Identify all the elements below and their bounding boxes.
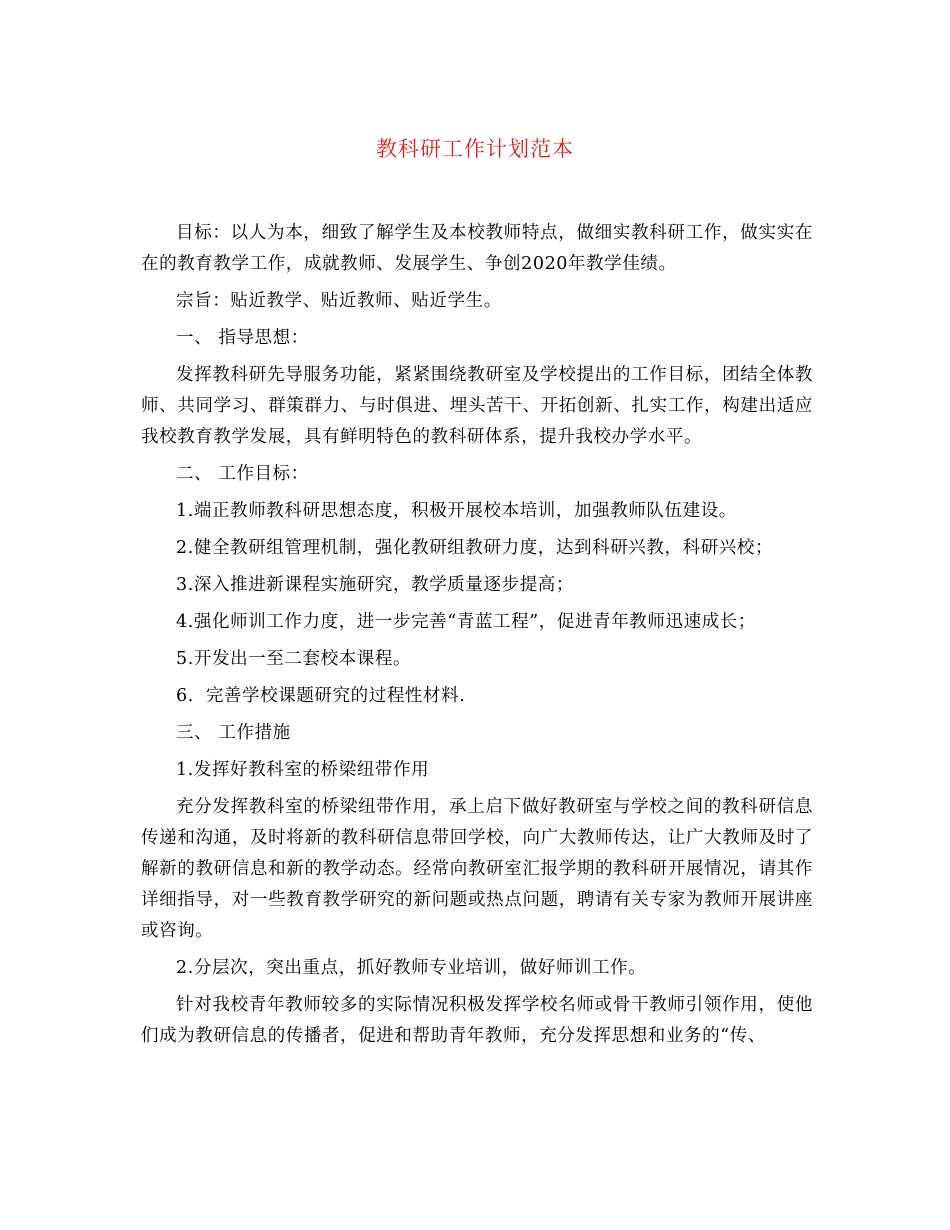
document-title: 教科研工作计划范本 — [376, 137, 574, 161]
list-item-goal-1: 1.端正教师教科研思想态度，积极开展校本培训，加强教师队伍建设。 — [176, 501, 737, 521]
paragraph-measure-2: 针对我校青年教师较多的实际情况积极发挥学校名师或骨干教师引领作用，使他们成为教研信息的传播者，促进和帮助青年教师，充分发挥思想和业务的“传、 — [141, 995, 813, 1046]
paragraph-purpose: 宗旨：贴近教学、贴近教师、贴近学生。 — [176, 291, 502, 311]
heading-guiding-thought: 一、 指导思想： — [176, 328, 309, 348]
paragraph-goal: 目标：以人为本，细致了解学生及本校教师特点，做细实教科研工作，做实实在在的教育教学工作，成就教师、发展学生、争创2020年教学佳绩。 — [141, 223, 813, 274]
document-body — [141, 218, 813, 1058]
list-item-goal-6: 6．完善学校课题研究的过程性材料. — [176, 686, 466, 706]
list-item-goal-5: 5.开发出一至二套校本课程。 — [176, 649, 412, 669]
heading-work-measures: 三、 工作措施 — [176, 723, 291, 743]
subheading-measure-2: 2.分层次，突出重点，抓好教师专业培训，做好师训工作。 — [176, 958, 647, 978]
paragraph-measure-1: 充分发挥教科室的桥梁纽带作用，承上启下做好教研室与学校之间的教科研信息传递和沟通，及时将新的教科研信息带回学校，向广大教师传达，让广大教师及时了解新的教研信息和新的教学动态。经常向教研室汇报学期的教科研开展情况，请其作详细指导，对一些教育教学研究的新问题或热点问题，聘请有关专家为教师开展讲座或咨询。 — [141, 797, 813, 941]
heading-work-goals: 二、 工作目标： — [176, 464, 309, 484]
subheading-measure-1: 1.发挥好教科室的桥梁纽带作用 — [176, 760, 430, 780]
paragraph-guiding-thought: 发挥教科研先导服务功能，紧紧围绕教研室及学校提出的工作目标，团结全体教师、共同学习、群策群力、与时俱进、埋头苦干、开拓创新、扎实工作，构建出适应我校教育教学发展，具有鲜明特色的教科研体系，提升我校办学水平。 — [141, 365, 813, 447]
list-item-goal-4: 4.强化师训工作力度，进一步完善“青蓝工程”，促进青年教师迅速成长； — [176, 612, 756, 632]
list-item-goal-3: 3.深入推进新课程实施研究，教学质量逐步提高； — [176, 575, 574, 595]
list-item-goal-2: 2.健全教研组管理机制，强化教研组教研力度，达到科研兴教，科研兴校； — [176, 538, 774, 558]
